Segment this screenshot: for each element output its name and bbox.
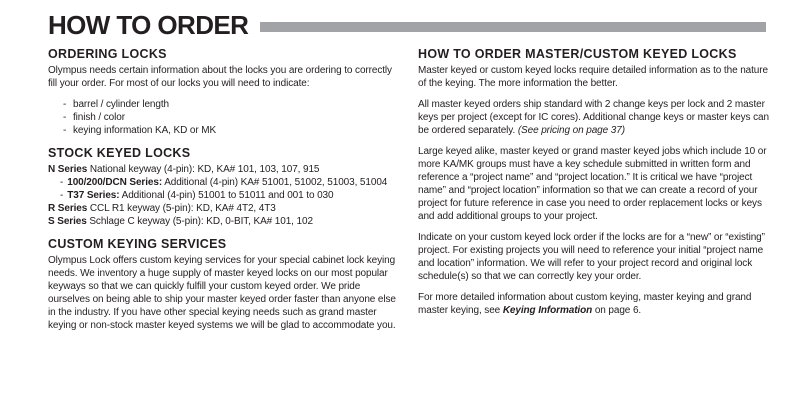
series-detail: CCL R1 keyway (5-pin): KD, KA# 4T2, 4T3 [87, 203, 276, 214]
series-label: N Series [48, 164, 88, 175]
series-detail: Schlage C keyway (5-pin): KD, 0-BIT, KA# 101, 102 [86, 216, 313, 227]
dash-marker: - [60, 177, 64, 188]
series-detail: Additional (4-pin) KA# 51001, 51002, 51003, 51004 [162, 177, 388, 188]
ordering-bullet-list [48, 98, 402, 137]
stock-keyed-lines [48, 163, 402, 228]
list-item-text: keying information KA, KD or MK [73, 125, 217, 136]
list-item-text: barrel / cylinder length [73, 99, 169, 110]
list-item [48, 111, 402, 124]
page-title: HOW TO ORDER [48, 10, 249, 40]
series-label: 100/200/DCN Series: [67, 177, 163, 188]
left-column [48, 47, 402, 340]
series-label: R Series [48, 203, 88, 214]
dash-marker: - [63, 99, 67, 110]
change-keys-paragraph [418, 98, 772, 137]
catalog-page [0, 12, 790, 413]
dash-marker: - [60, 190, 64, 201]
keying-information-reference: Keying Information [502, 305, 593, 316]
new-existing-project-paragraph: Indicate on your custom keyed lock order if the locks are for a “new” or “existing” project. For existing projects you will need to reference your initial “project name and location” information. We will refer to your project record and original lock schedule(s) so that we can correctly key your order. [418, 232, 765, 282]
section-heading-ordering-locks: ORDERING LOCKS [48, 47, 167, 61]
series-label: S Series [48, 216, 87, 227]
stock-line-100-200-dcn-series [48, 176, 402, 189]
dash-marker: - [63, 125, 67, 136]
more-info-paragraph [418, 291, 772, 317]
section-heading-master-custom-keyed: HOW TO ORDER MASTER/CUSTOM KEYED LOCKS [418, 47, 737, 61]
page-header [48, 12, 766, 38]
right-column [418, 47, 772, 340]
series-detail: Additional (4-pin) 51001 to 51011 and 001 to 030 [119, 190, 334, 201]
series-detail: National keyway (4-pin): KD, KA# 101, 103, 107, 915 [87, 164, 320, 175]
list-item [48, 98, 402, 111]
list-item-text: finish / color [73, 112, 125, 123]
content-columns [48, 47, 772, 340]
dash-marker: - [63, 112, 67, 123]
custom-keying-paragraph: Olympus Lock offers custom keying services for your special cabinet lock keying needs. We inventory a huge supply of master keyed locks on our most popular keyways so that we can quickly fulfill your custom keyed order. We pride ourselves on being able to ship your master keyed order faster than anyone else in the industry. If you have other special keying needs such as grand master keying or non-stock master keyed systems we will be glad to accommodate you. [48, 255, 396, 331]
more-info-text-before: For more detailed information about custom keying, master keying and grand master keying, see [418, 292, 752, 316]
list-item [48, 124, 402, 137]
series-label: T37 Series: [67, 190, 120, 201]
stock-line-r-series [48, 202, 402, 215]
stock-line-s-series [48, 215, 402, 228]
title-accent-bar [260, 22, 766, 32]
ordering-intro-paragraph: Olympus needs certain information about the locks you are ordering to correctly fill your order. For most of our locks you will need to indicate: [48, 65, 392, 89]
section-heading-stock-keyed-locks: STOCK KEYED LOCKS [48, 146, 191, 160]
stock-line-n-series [48, 163, 402, 176]
master-keyed-intro-paragraph: Master keyed or custom keyed locks require detailed information as to the nature of the keying. The more information the better. [418, 65, 768, 89]
section-heading-custom-keying-services: CUSTOM KEYING SERVICES [48, 237, 227, 251]
pricing-note: (See pricing on page 37) [517, 125, 625, 136]
key-schedule-paragraph: Large keyed alike, master keyed or grand master keyed jobs which include 10 or more KA/MK groups must have a key schedule submitted in written form and reference a “project name” and “project location.” It is critical we have “project name” and “project location” information so that we can create a record of your project for future reference in case you need to order replacement locks or keys and add additional groups to your project. [418, 146, 767, 222]
change-keys-text: All master keyed orders ship standard with 2 change keys per lock and 2 master keys per project (except for IC cores). Additional change keys or master keys can be ordered separately. [418, 99, 769, 136]
stock-line-t37-series [48, 189, 402, 202]
more-info-text-after: on page 6. [592, 305, 642, 316]
